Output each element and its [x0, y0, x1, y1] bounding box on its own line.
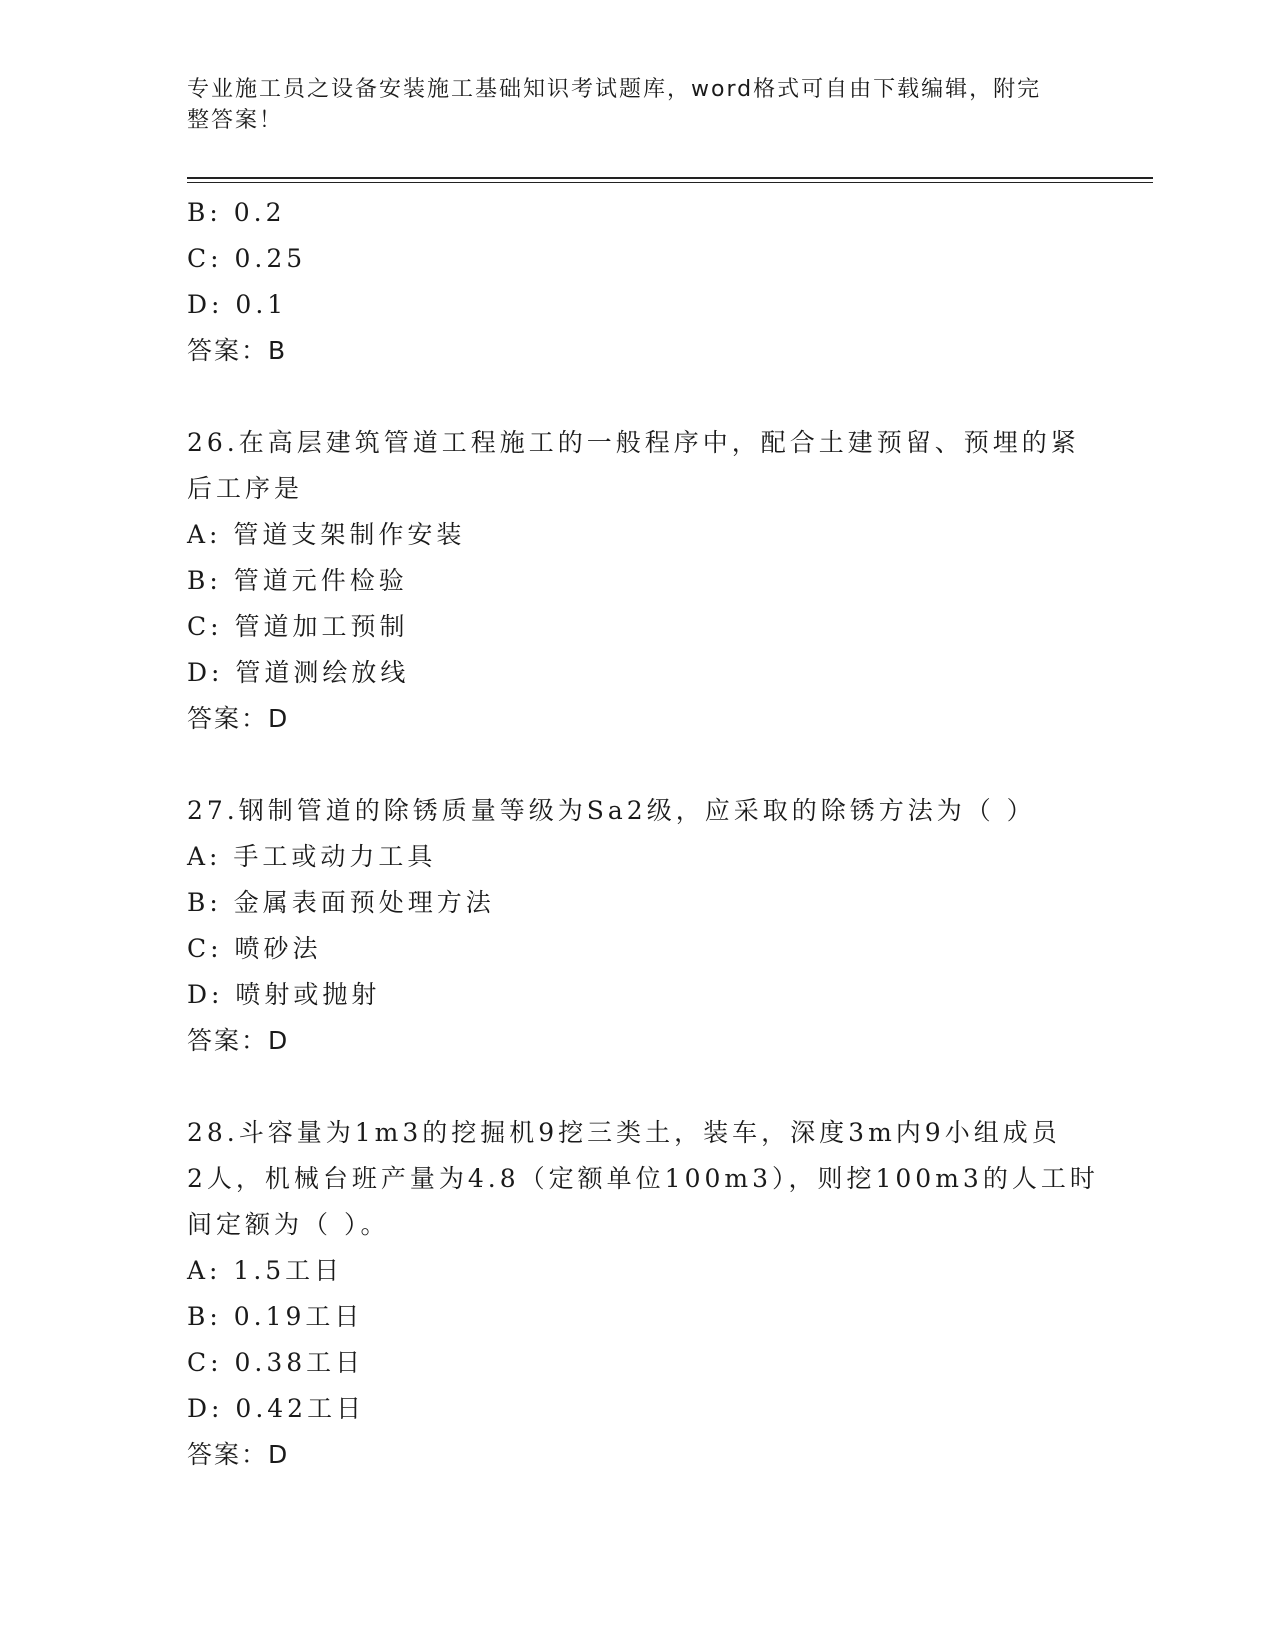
document-header	[187, 74, 1067, 136]
option-c: C: 喷砂法	[187, 934, 322, 963]
question-stem-line: 26.在高层建筑管道工程施工的一般程序中，配合土建预留、预埋的紧	[187, 428, 1080, 457]
question-stem-line: 28.斗容量为1m3的挖掘机9挖三类土，装车，深度3m内9小组成员	[187, 1118, 1061, 1147]
spacer	[187, 1064, 1087, 1110]
header-divider-thick	[187, 177, 1153, 179]
question-27	[187, 788, 1087, 1064]
option-d: D: 管道测绘放线	[187, 658, 410, 687]
question-stem-line: 后工序是	[187, 474, 304, 503]
option-b: B: 管道元件检验	[187, 566, 408, 595]
option-c: C: 0.38工日	[187, 1348, 365, 1377]
prev-question	[187, 190, 1087, 374]
question-stem-line: 间定额为（ ）。	[187, 1210, 390, 1239]
option-c: C: 0.25	[187, 244, 307, 273]
spacer	[187, 374, 1087, 420]
option-d: D: 0.42工日	[187, 1394, 366, 1423]
option-d: D: 0.1	[187, 290, 288, 319]
question-content	[187, 190, 1099, 1478]
option-a: A: 手工或动力工具	[187, 842, 437, 871]
option-d: D: 喷射或抛射	[187, 980, 381, 1009]
question-stem-line: 2人，机械台班产量为4.8（定额单位100m3），则挖100m3的人工时	[187, 1164, 1099, 1193]
spacer	[187, 742, 1087, 788]
option-b: B: 0.2	[187, 198, 286, 227]
option-c: C: 管道加工预制	[187, 612, 409, 641]
question-26	[187, 420, 1087, 742]
question-stem-line: 27.钢制管道的除锈质量等级为Sa2级，应采取的除锈方法为（ ）	[187, 796, 1036, 825]
answer-line: 答案：D	[187, 704, 290, 733]
header-title-line-2: 整答案！	[187, 108, 284, 133]
option-a: A: 1.5工日	[187, 1256, 344, 1285]
header-divider-thin	[187, 182, 1153, 183]
answer-line: 答案：D	[187, 1440, 290, 1469]
header-title-line-1: 专业施工员之设备安装施工基础知识考试题库，word格式可自由下载编辑，附完	[187, 77, 1042, 102]
option-a: A: 管道支架制作安装	[187, 520, 466, 549]
option-b: B: 金属表面预处理方法	[187, 888, 495, 917]
option-b: B: 0.19工日	[187, 1302, 364, 1331]
answer-line: 答案：B	[187, 336, 288, 365]
question-28	[187, 1110, 1099, 1478]
answer-line: 答案：D	[187, 1026, 290, 1055]
